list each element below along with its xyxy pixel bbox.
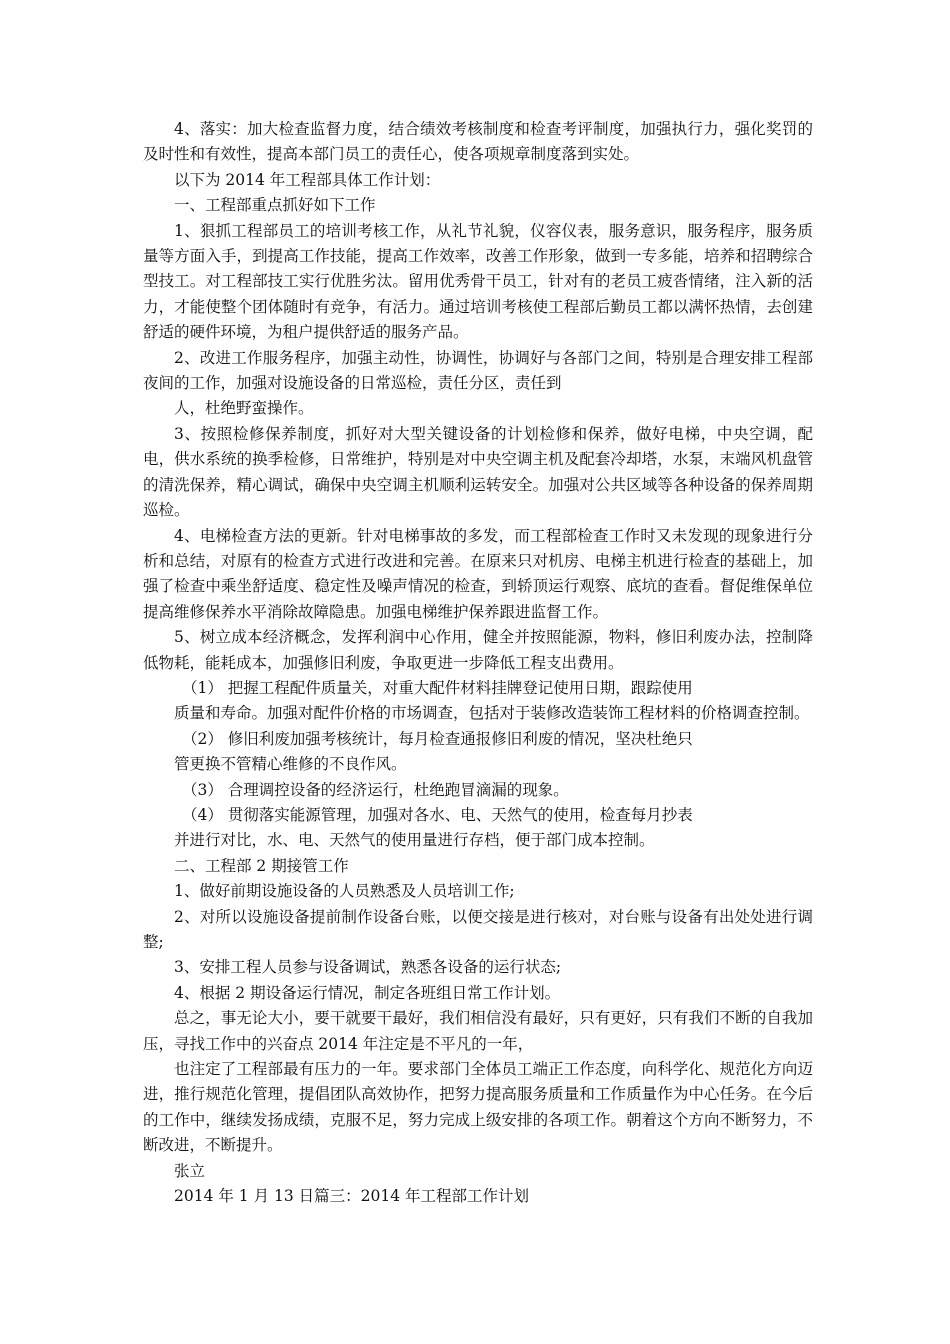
phase2-item-1: 1、做好前期设施设备的人员熟悉及人员培训工作; <box>174 882 515 901</box>
phase2-item-2: 2、对所以设施设备提前制作设备台账，以便交接是进行核对，对台账与设备有出处处进行调整; <box>143 907 813 951</box>
section-heading-2: 二、工程部 2 期接管工作 <box>174 856 349 875</box>
sub-item-1: （1） 把握工程配件质量关，对重大配件材料挂牌登记使用日期，跟踪使用 <box>182 678 693 697</box>
paragraph-implementation: 4、落实：加大检查监督力度，结合绩效考核制度和检查考评制度，加强执行力，强化奖罚的及时性和有效性，提高本部门员工的责任心，使各项规章制度落到实处。 <box>143 120 813 164</box>
document-body <box>143 117 813 1209</box>
sub-item-3: （3） 合理调控设备的经济运行，杜绝跑冒滴漏的现象。 <box>182 780 569 799</box>
paragraph-item-2: 2、改进工作服务程序，加强主动性，协调性，协调好与各部门之间，特别是合理安排工程部夜间的工作，加强对设施设备的日常巡检，责任分区，责任到 <box>143 348 813 393</box>
paragraph-item-1: 1、狠抓工程部员工的培训考核工作，从礼节礼貌，仪容仪表，服务意识，服务程序，服务质量等方面入手，到提高工作技能，提高工作效率，改善工作形象，做到一专多能，培养和招聘综合型技工。对工程部技工实行优胜劣汰。留用优秀骨干员工，针对有的老员工疲沓情绪，注入新的活力，才能使整个团体随时有竞争，有活力。通过培训考核使工程部后勤员工都以满怀热情，去创建舒适的硬件环境，为租户提供舒适的服务产品。 <box>143 221 813 342</box>
section-heading-1: 一、工程部重点抓好如下工作 <box>174 196 376 215</box>
sub-item-2-continued: 管更换不管精心维修的不良作风。 <box>174 755 407 774</box>
signature-date: 2014 年 1 月 13 日篇三：2014 年工程部工作计划 <box>174 1187 530 1206</box>
signature-name: 张立 <box>174 1161 206 1180</box>
sub-item-4-continued: 并进行对比，水、电、天然气的使用量进行存档，便于部门成本控制。 <box>174 831 655 850</box>
phase2-item-3: 3、安排工程人员参与设备调试，熟悉各设备的运行状态; <box>174 958 562 977</box>
paragraph-item-4: 4、电梯检查方法的更新。针对电梯事故的多发，而工程部检查工作时又未发现的现象进行分析和总结，对原有的检查方式进行改进和完善。在原来只对机房、电梯主机进行检查的基础上，加强了检查中乘坐舒适度、稳定性及噪声情况的检查，到轿顶运行观察、底坑的查看。督促维保单位提高维修保养水平消除故障隐患。加强电梯维护保养跟进监督工作。 <box>143 526 813 621</box>
paragraph-item-5: 5、树立成本经济概念，发挥利润中心作用，健全并按照能源，物料，修旧利废办法，控制降低物耗，能耗成本，加强修旧利废，争取更进一步降低工程支出费用。 <box>143 628 813 672</box>
paragraph-intro: 以下为 2014 年工程部具体工作计划： <box>174 170 441 189</box>
sub-item-2: （2） 修旧利废加强考核统计，每月检查通报修旧利废的情况，坚决杜绝只 <box>182 729 693 748</box>
paragraph-item-3: 3、按照检修保养制度，抓好对大型关键设备的计划检修和保养，做好电梯，中央空调，配电，供水系统的换季检修，日常维护，特别是对中央空调主机及配套冷却塔，水泵，末端风机盘管的清洗保养，精心调试，确保中央空调主机顺利运转安全。加强对公共区域等各种设备的保养周期巡检。 <box>143 424 813 520</box>
sub-item-4: （4） 贯彻落实能源管理，加强对各水、电、天然气的使用，检查每月抄表 <box>182 805 693 824</box>
paragraph-item-2-continued: 人，杜绝野蛮操作。 <box>174 399 314 418</box>
paragraph-conclusion: 总之，事无论大小，要干就要干最好，我们相信没有最好，只有更好，只有我们不断的自我加压，寻找工作中的兴奋点 2014 年注定是不平凡的一年， <box>143 1009 813 1053</box>
phase2-item-4: 4、根据 2 期设备运行情况，制定各班组日常工作计划。 <box>174 983 561 1002</box>
sub-item-1-continued: 质量和寿命。加强对配件价格的市场调查，包括对于装修改造装饰工程材料的价格调查控制。 <box>174 704 810 723</box>
paragraph-conclusion-continued: 也注定了工程部最有压力的一年。要求部门全体员工端正工作态度，向科学化、规范化方向迈进，推行规范化管理，提倡团队高效协作，把努力提高服务质量和工作质量作为中心任务。在今后的工作中，继续发扬成绩，克服不足，努力完成上级安排的各项工作。朝着这个方向不断努力，不断改进，不断提升。 <box>143 1060 813 1155</box>
